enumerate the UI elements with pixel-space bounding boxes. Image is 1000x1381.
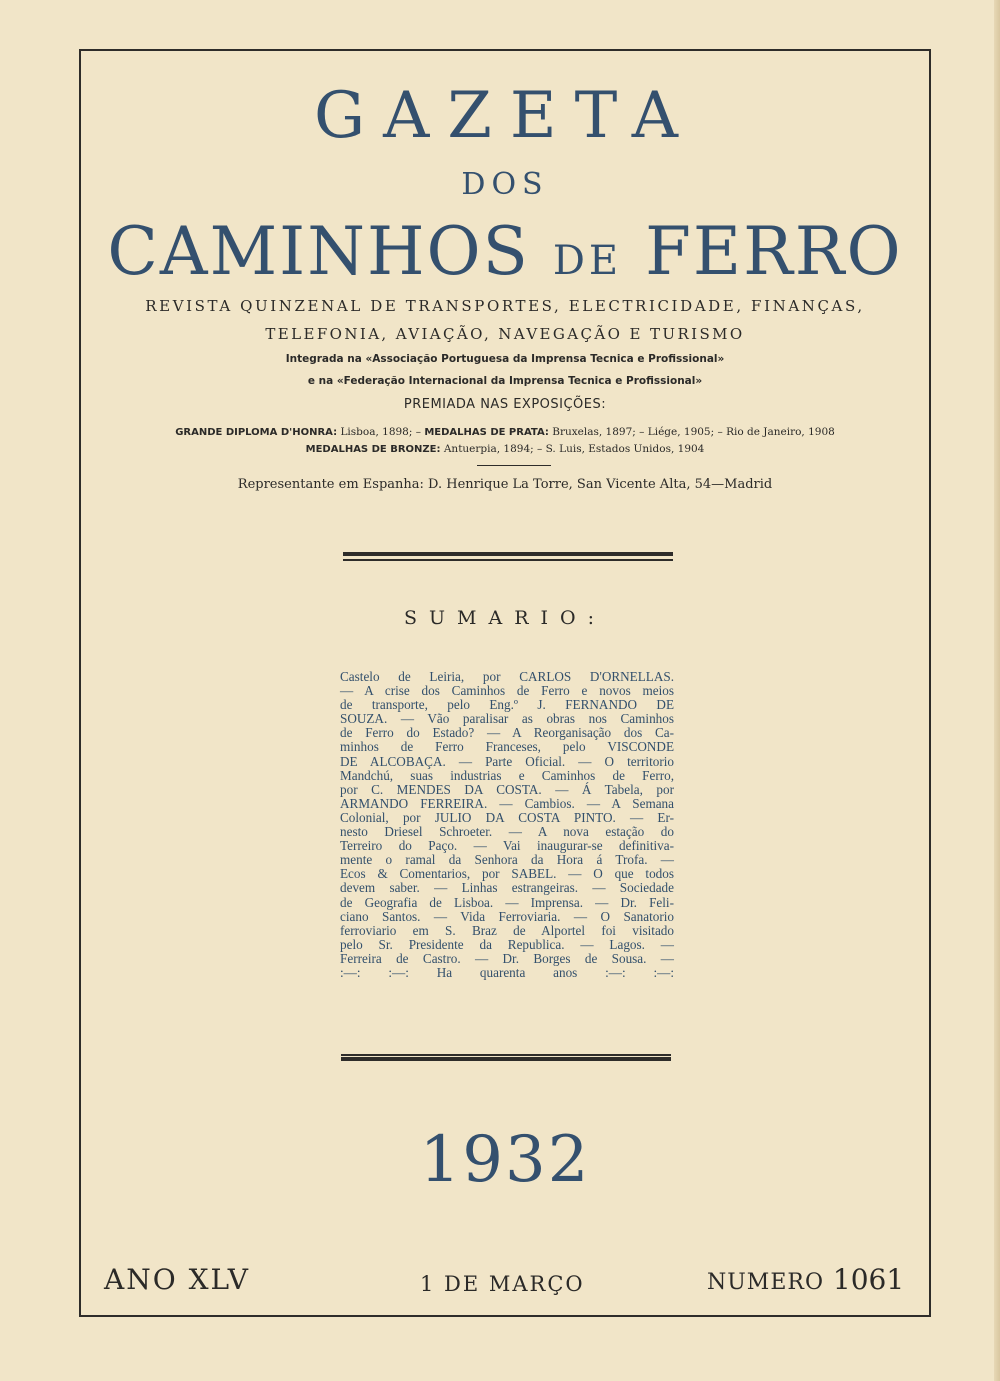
summary-line: de Ferro do Estado? — A Reorganisação dos Ca- xyxy=(340,725,674,741)
divider-bottom xyxy=(341,1054,671,1064)
summary-line: nesto Driesel Schroeter. — A nova estação do xyxy=(340,824,674,840)
medals-grande-diploma-label: GRANDE DIPLOMA D'HONRA: xyxy=(175,427,338,438)
summary-line: Ecos & Comentarios, por SABEL. — O que todos xyxy=(340,866,674,882)
masthead-subtitle-line2: TELEFONIA, AVIAÇÃO, NAVEGAÇÃO E TURISMO xyxy=(265,325,745,343)
summary-line: Colonial, por JULIO DA COSTA PINTO. — Er- xyxy=(340,809,674,825)
summary-line: ferroviario em S. Braz de Alportel foi visitado xyxy=(340,922,674,938)
footer-numero-label: NUMERO xyxy=(707,1270,824,1295)
representante-espanha: Representante em Espanha: D. Henrique La Torre, San Vicente Alta, 54—Madrid xyxy=(237,477,773,492)
medals-line2 xyxy=(79,441,931,458)
masthead-subtitle-line1: REVISTA QUINZENAL DE TRANSPORTES, ELECTRICIDADE, FINANÇAS, xyxy=(145,297,865,315)
summary-line: por C. MENDES DA COSTA. — Á Tabela, por xyxy=(340,781,674,797)
masthead-title-gazeta: GAZETA xyxy=(314,79,696,153)
summary-line: ciano Santos. — Vida Ferroviaria. — O Sanatorio xyxy=(340,908,674,924)
footer-ano: ANO XLV xyxy=(104,1263,251,1296)
masthead-title-ferro: FERRO xyxy=(645,213,903,290)
integrada-line1: Integrada na «Associação Portuguesa da Imprensa Tecnica e Profissional» xyxy=(285,353,725,365)
medals-line1 xyxy=(79,424,931,441)
summary-line: minhos de Ferro Franceses, pelo VISCONDE xyxy=(340,739,674,755)
summary-block xyxy=(340,670,674,980)
summary-line: Castelo de Leiria, por CARLOS D'ORNELLAS. xyxy=(340,669,674,684)
summary-line: mente o ramal da Senhora da Hora á Trofa. — xyxy=(340,852,674,868)
issue-year: 1932 xyxy=(419,1123,591,1197)
masthead-title-caminhos-de-ferro xyxy=(79,212,931,301)
medals-prata-text: Bruxelas, 1897; – Liége, 1905; – Rio de Janeiro, 1908 xyxy=(552,426,835,438)
footer-numero-value: 1061 xyxy=(832,1263,905,1296)
medals-bronze-label: MEDALHAS DE BRONZE: xyxy=(305,444,441,455)
premiada-heading: PREMIADA NAS EXPOSIÇÕES: xyxy=(403,397,607,412)
summary-line: ARMANDO FERREIRA. — Cambios. — A Semana xyxy=(340,795,674,811)
summary-line: Mandchú, suas industrias e Caminhos de Ferro, xyxy=(340,767,674,783)
summary-line: :—: :—: Ha quarenta anos :—: :—: xyxy=(340,964,674,980)
short-divider xyxy=(477,465,551,466)
integrada-line2: e na «Federação Internacional da Imprensa Tecnica e Profissional» xyxy=(307,375,703,387)
medals-bronze-text: Antuerpia, 1894; – S. Luis, Estados Unidos, 1904 xyxy=(443,443,705,455)
summary-line: — A crise dos Caminhos de Ferro e novos meios xyxy=(340,683,674,699)
medals-grande-diploma-text: Lisboa, 1898; – xyxy=(340,426,421,438)
sumario-heading: SUMARIO: xyxy=(404,607,606,629)
summary-line: pelo Sr. Presidente da Republica. — Lagos. — xyxy=(340,936,674,952)
masthead-title-dos: DOS xyxy=(461,167,549,202)
medals-prata-label: MEDALHAS DE PRATA: xyxy=(424,427,549,438)
summary-line: de transporte, pelo Eng.º J. FERNANDO DE xyxy=(340,697,674,713)
summary-line: Terreiro do Paço. — Vai inaugurar-se definitiva- xyxy=(340,838,674,854)
summary-line: SOUZA. — Vão paralisar as obras nos Caminhos xyxy=(340,711,674,727)
summary-line: DE ALCOBAÇA. — Parte Oficial. — O territorio xyxy=(340,753,674,769)
footer-date: 1 DE MARÇO xyxy=(420,1272,585,1296)
divider-top xyxy=(343,552,673,562)
page-edge xyxy=(994,0,1000,1381)
summary-line: Ferreira de Castro. — Dr. Borges de Sousa. — xyxy=(340,950,674,966)
masthead-title-de: DE xyxy=(552,238,623,284)
footer-numero xyxy=(707,1262,904,1301)
summary-line: devem saber. — Linhas estrangeiras. — Sociedade xyxy=(340,880,674,896)
masthead-title-caminhos: CAMINHOS xyxy=(107,213,530,290)
summary-line: de Geografia de Lisboa. — Imprensa. — Dr. Feli- xyxy=(340,894,674,910)
